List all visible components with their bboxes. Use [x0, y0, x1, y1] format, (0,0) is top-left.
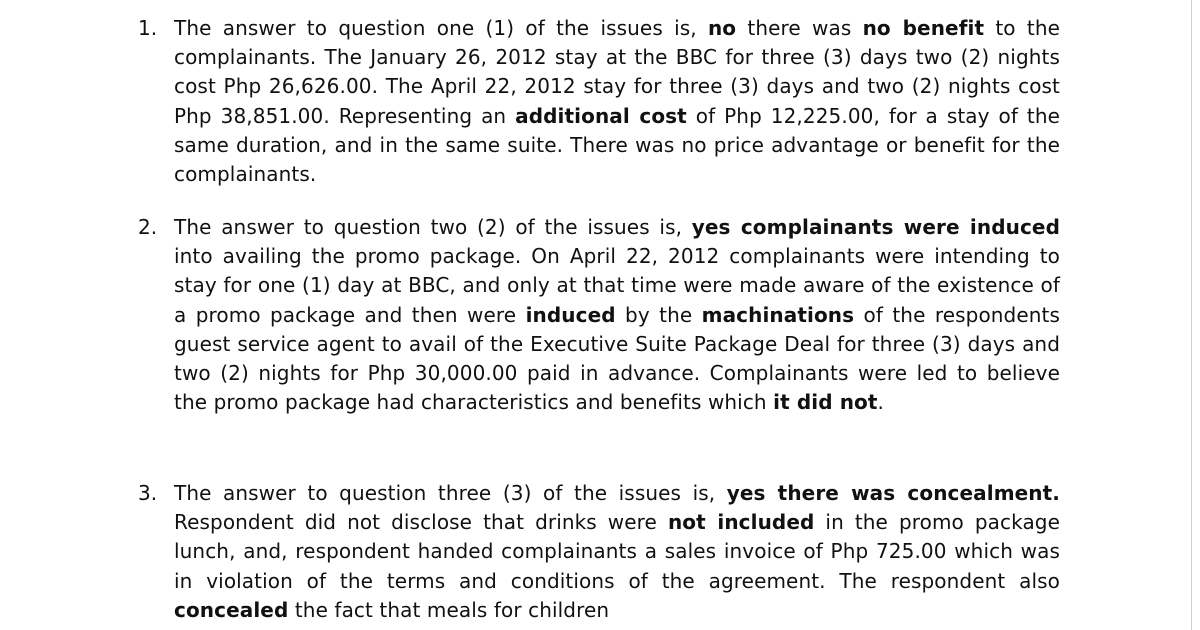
bold-text-run: not included	[667, 510, 815, 535]
text-run: of the respondents guest service agent to avail of the Executive Suite Package Deal for three (3) days and two (2) nights for Php 30,000.00 paid in advance. Complainants were led to believe the promo package had characteristics and benefits which	[174, 302, 1060, 415]
list-item-number: 2.	[138, 215, 158, 239]
text-run: The answer to question one (1) of the issues is,	[174, 16, 708, 40]
list-item-text	[174, 479, 1060, 625]
text-run: of Php 12,225.00, for a stay of the same duration, and in the same suite. There was no price advantage or benefit for the complainants.	[174, 103, 1060, 187]
bold-text-run: no	[707, 16, 737, 40]
text-run: The answer to question two (2) of the issues is,	[174, 215, 692, 239]
list-item-text	[174, 213, 1060, 417]
list-item-number: 1.	[138, 16, 158, 40]
list-item-text	[174, 14, 1060, 189]
text-run: in the promo package lunch, and, respondent handed complainants a sales invoice of Php 725.00 which was in violation of the terms and conditions of the agreement. The respondent also	[174, 510, 1060, 593]
text-run: to the complainants. The January 26, 2012 stay at the BBC for three (3) days two (2) nights cost Php 26,626.00. The April 22, 2012 stay for three (3) days and two (2) nights cost Php 38,851.00. Representing an	[174, 16, 1060, 128]
bold-text-run: induced	[525, 302, 616, 327]
bold-text-run: yes there was concealment.	[726, 481, 1061, 505]
bold-text-run: it did not	[773, 390, 878, 415]
list-item-number: 3.	[138, 481, 158, 505]
bold-text-run: additional cost	[515, 103, 687, 128]
text-run: into availing the promo package. On April 22, 2012 complainants were intending to stay for one (1) day at BBC, and only at that time were made aware of the existence of a promo package and then were	[174, 244, 1060, 327]
text-run: by the	[615, 302, 702, 327]
text-run: .	[877, 390, 885, 415]
bold-text-run: yes complainants were induced	[691, 215, 1061, 239]
bold-text-run: machinations	[701, 302, 855, 327]
text-run: there was	[736, 16, 863, 40]
bold-text-run: concealed	[174, 597, 289, 622]
text-run: The answer to question three (3) of the issues is,	[174, 481, 727, 505]
page-edge-divider	[1191, 0, 1192, 630]
bold-text-run: no benefit	[862, 16, 985, 40]
text-run: the fact that meals for children	[288, 597, 610, 622]
text-run: Respondent did not disclose that drinks were	[174, 510, 668, 535]
